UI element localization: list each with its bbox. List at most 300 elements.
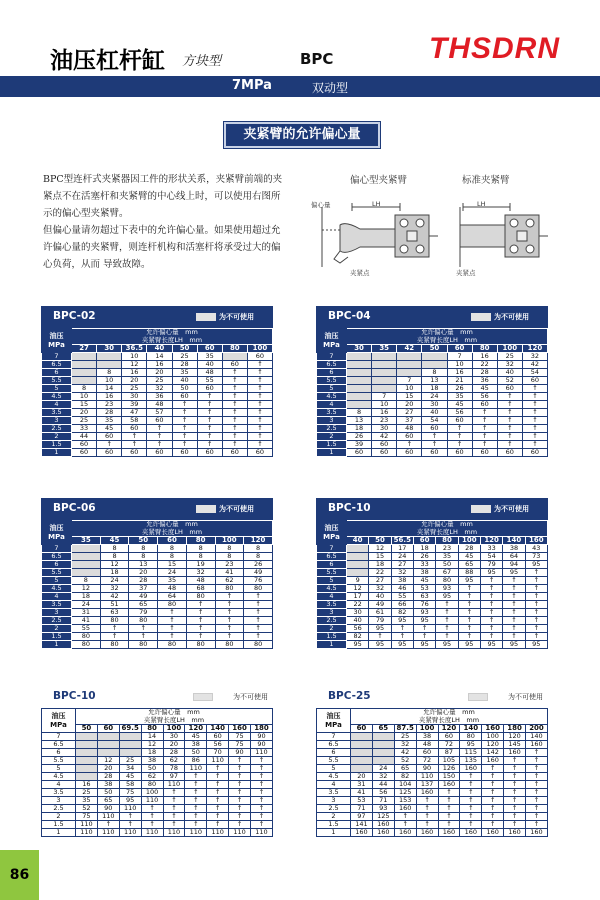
pressure-cell: 4.5 — [42, 393, 72, 401]
arm-length-col: 120 — [185, 725, 207, 733]
ecc-cell: ↑ — [207, 781, 229, 789]
ecc-header: 允许偏心量 mm — [347, 329, 548, 337]
arm-length-col: 30 — [347, 345, 372, 353]
ecc-cell: 52 — [76, 805, 98, 813]
ecc-cell: 25 — [119, 757, 141, 765]
ecc-cell — [351, 749, 373, 757]
ecc-cell: ↑ — [397, 441, 422, 449]
ecc-cell: 160 — [482, 757, 504, 765]
ecc-cell: ↑ — [119, 813, 141, 821]
ecc-cell: ↑ — [244, 617, 273, 625]
ecc-cell: ↑ — [186, 633, 215, 641]
ecc-cell: 8 — [72, 385, 97, 393]
pressure-cell: 1.5 — [317, 633, 347, 641]
ecc-cell: ↑ — [185, 821, 207, 829]
ecc-cell: ↑ — [247, 369, 272, 377]
clamp-point-label-right: 夹紧点 — [456, 269, 476, 277]
ecc-cell: 8 — [158, 553, 187, 561]
arm-length-col: 100 — [416, 725, 438, 733]
ecc-cell: 150 — [438, 773, 460, 781]
ecc-cell: ↑ — [247, 409, 272, 417]
ecc-cell — [372, 353, 397, 361]
ecc-cell: 95 — [458, 641, 480, 649]
ecc-cell: ↑ — [436, 633, 458, 641]
intro-paragraph: BPC型连杆式夹紧器因工件的形状关系，夹紧臂前端的夹紧点不在活塞杆和夹紧臂的中心线上时，可以使用右图所示的偏心型夹紧臂。 — [43, 174, 283, 219]
ecc-cell: 80 — [158, 601, 187, 609]
ecc-cell: ↑ — [147, 425, 172, 433]
ecc-cell: ↑ — [482, 805, 504, 813]
ecc-cell: 52 — [394, 757, 416, 765]
ecc-cell: 15 — [369, 553, 391, 561]
ecc-cell: 110 — [185, 829, 207, 837]
ecc-cell: ↑ — [458, 609, 480, 617]
ecc-cell: 60 — [472, 449, 497, 457]
len-header: 夹紧臂长度LH mm — [347, 337, 548, 345]
ecc-cell: 10 — [72, 393, 97, 401]
ecc-cell: 80 — [129, 617, 158, 625]
table-row — [42, 641, 273, 649]
ecc-cell: ↑ — [526, 749, 548, 757]
ecc-cell: 80 — [141, 781, 163, 789]
pressure-header: 油压 MPa — [42, 329, 72, 353]
model-code: BPC — [300, 50, 334, 68]
ecc-cell: ↑ — [436, 601, 458, 609]
ecc-cell: ↑ — [422, 433, 447, 441]
ecc-cell: 125 — [394, 789, 416, 797]
ecc-cell: ↑ — [503, 609, 525, 617]
len-header: 夹紧臂长度LH mm — [72, 529, 273, 537]
ecc-cell: 72 — [416, 757, 438, 765]
ecc-cell: 95 — [525, 641, 547, 649]
ecc-cell: 95 — [119, 797, 141, 805]
ecc-cell: 80 — [158, 641, 187, 649]
pressure-cell: 5 — [42, 765, 76, 773]
ecc-cell: 110 — [251, 749, 273, 757]
ecc-cell: 25 — [147, 377, 172, 385]
ecc-cell: 88 — [458, 569, 480, 577]
ecc-cell: 50 — [141, 765, 163, 773]
ecc-cell: 55 — [391, 593, 413, 601]
ecc-cell: 28 — [472, 369, 497, 377]
table-header — [316, 686, 548, 708]
legend-text: 为不可使用 — [219, 505, 254, 513]
ecc-cell: 25 — [122, 385, 147, 393]
ecc-cell: 95 — [503, 569, 525, 577]
ecc-cell: ↑ — [229, 789, 251, 797]
ecc-cell: 38 — [416, 733, 438, 741]
ecc-cell: ↑ — [438, 813, 460, 821]
ecc-cell: ↑ — [525, 609, 547, 617]
ecc-cell: 60 — [397, 433, 422, 441]
ecc-cell: ↑ — [503, 625, 525, 633]
ecc-cell: 8 — [158, 545, 187, 553]
ecc-cell: 110 — [416, 773, 438, 781]
ecc-cell: 90 — [251, 733, 273, 741]
ecc-cell: 120 — [482, 741, 504, 749]
ecc-cell: 45 — [458, 553, 480, 561]
ecc-cell — [351, 733, 373, 741]
arm-length-col: 120 — [244, 537, 273, 545]
ecc-cell: ↑ — [185, 789, 207, 797]
ecc-cell — [397, 361, 422, 369]
table-row — [42, 601, 273, 609]
ecc-cell: 8 — [100, 545, 129, 553]
pressure-cell: 3.5 — [42, 409, 72, 417]
ecc-cell: 71 — [372, 797, 394, 805]
ecc-cell: 90 — [251, 741, 273, 749]
arm-length-col: 50 — [369, 537, 391, 545]
ecc-cell — [76, 757, 98, 765]
ecc-cell: ↑ — [438, 805, 460, 813]
ecc-cell: ↑ — [526, 781, 548, 789]
ecc-cell: ↑ — [251, 789, 273, 797]
pressure-cell: 1 — [317, 829, 351, 837]
ecc-cell: 36 — [472, 377, 497, 385]
ecc-cell: 60 — [497, 385, 522, 393]
ecc-cell: ↑ — [526, 805, 548, 813]
ecc-cell: ↑ — [416, 813, 438, 821]
table-row — [42, 609, 273, 617]
ecc-cell: ↑ — [251, 765, 273, 773]
ecc-cell: 35 — [197, 353, 222, 361]
ecc-cell: 65 — [458, 561, 480, 569]
pressure-cell: 1 — [42, 829, 76, 837]
ecc-cell: ↑ — [522, 433, 547, 441]
ecc-cell — [351, 741, 373, 749]
ecc-cell: 79 — [129, 609, 158, 617]
ecc-cell: ↑ — [447, 433, 472, 441]
section-title: 夹紧臂的允许偏心量 — [224, 122, 380, 148]
ecc-cell: 8 — [129, 545, 158, 553]
arm-length-col: 45 — [100, 537, 129, 545]
ecc-cell: ↑ — [141, 821, 163, 829]
ecc-cell: ↑ — [525, 593, 547, 601]
ecc-cell: 16 — [372, 409, 397, 417]
ecc-cell: ↑ — [163, 813, 185, 821]
intro-paragraph: 但偏心量请勿超过下表中的允许偏心量。如果使用超过允许偏心量的夹紧臂，则连杆机构和活塞杆将承受过大的偏心负荷，从而 导致故障。 — [43, 225, 281, 270]
ecc-cell: 32 — [147, 385, 172, 393]
ecc-cell: 20 — [351, 773, 373, 781]
ecc-cell: 120 — [504, 733, 526, 741]
arm-length-col: 36.5 — [122, 345, 147, 353]
ecc-cell — [72, 545, 101, 553]
ecc-cell: ↑ — [458, 601, 480, 609]
ecc-cell: 86 — [185, 757, 207, 765]
ecc-cell: ↑ — [244, 601, 273, 609]
ecc-cell: 8 — [422, 369, 447, 377]
ecc-cell: 34 — [119, 765, 141, 773]
ecc-cell: ↑ — [482, 765, 504, 773]
ecc-cell: ↑ — [251, 813, 273, 821]
ecc-cell: 67 — [436, 569, 458, 577]
ecc-cell: ↑ — [172, 433, 197, 441]
pressure-cell: 3.5 — [317, 601, 347, 609]
pressure-cell: 5.5 — [42, 569, 72, 577]
ecc-cell: 60 — [522, 449, 547, 457]
ecc-cell: 23 — [97, 401, 122, 409]
ecc-cell: 50 — [97, 789, 119, 797]
pressure-cell: 5 — [42, 577, 72, 585]
ecc-cell: ↑ — [185, 813, 207, 821]
ecc-cell: ↑ — [458, 593, 480, 601]
ecc-header: 允许偏心量 mm — [72, 521, 273, 529]
ecc-cell: 110 — [97, 829, 119, 837]
pressure-cell: 6 — [317, 369, 347, 377]
ecc-cell: ↑ — [163, 821, 185, 829]
ecc-cell: 56 — [447, 409, 472, 417]
ecc-cell: ↑ — [244, 593, 273, 601]
table-header — [41, 306, 273, 328]
ecc-cell: 160 — [460, 829, 482, 837]
ecc-cell: 39 — [347, 441, 372, 449]
ecc-cell: 56 — [347, 625, 369, 633]
ecc-cell: ↑ — [503, 617, 525, 625]
pressure-cell: 2.5 — [42, 805, 76, 813]
ecc-cell: ↑ — [504, 805, 526, 813]
ecc-cell: 153 — [394, 797, 416, 805]
ecc-cell: 90 — [97, 805, 119, 813]
ecc-cell: ↑ — [207, 765, 229, 773]
table-bpc-02 — [41, 306, 273, 457]
ecc-cell: ↑ — [460, 813, 482, 821]
ecc-cell: 33 — [413, 561, 435, 569]
pressure-cell: 3 — [317, 609, 347, 617]
ecc-cell: 50 — [185, 749, 207, 757]
ecc-cell: 104 — [394, 781, 416, 789]
ecc-cell — [347, 393, 372, 401]
table-header — [316, 498, 548, 520]
pressure-cell: 5.5 — [317, 569, 347, 577]
ecc-cell: ↑ — [497, 409, 522, 417]
arm-length-col: 40 — [347, 537, 369, 545]
pressure-cell: 4 — [42, 593, 72, 601]
ecc-cell: 42 — [394, 749, 416, 757]
ecc-cell: 73 — [525, 553, 547, 561]
arm-length-col: 160 — [525, 537, 547, 545]
ecc-cell — [119, 741, 141, 749]
table-header — [316, 306, 548, 328]
ecc-cell: 24 — [372, 765, 394, 773]
page-subtitle: 方块型 — [182, 54, 222, 69]
pressure-cell: 6 — [42, 561, 72, 569]
pressure-cell: 5 — [317, 385, 347, 393]
ecc-cell: ↑ — [185, 797, 207, 805]
ecc-cell: 62 — [163, 757, 185, 765]
ecc-cell: ↑ — [244, 633, 273, 641]
ecc-cell — [97, 733, 119, 741]
ecc-cell: 27 — [369, 577, 391, 585]
ecc-cell: 14 — [141, 733, 163, 741]
ecc-cell: ↑ — [369, 633, 391, 641]
arm-length-col: 80 — [141, 725, 163, 733]
pressure-cell: 4.5 — [42, 585, 72, 593]
ecc-cell: 60 — [72, 449, 97, 457]
pressure-cell: 7 — [42, 733, 76, 741]
pressure-cell: 4 — [42, 781, 76, 789]
table-title: BPC-04 — [328, 310, 371, 322]
ecc-cell: 95 — [391, 617, 413, 625]
ecc-cell: 44 — [72, 433, 97, 441]
ecc-cell: 82 — [391, 609, 413, 617]
ecc-cell: 60 — [122, 425, 147, 433]
pressure-cell: 5 — [317, 577, 347, 585]
pressure-header: 油压 MPa — [317, 329, 347, 353]
ecc-cell: 60 — [372, 449, 397, 457]
ecc-cell: 45 — [447, 401, 472, 409]
arm-length-col: 69.5 — [119, 725, 141, 733]
ecc-cell: ↑ — [158, 625, 187, 633]
ecc-cell: 23 — [372, 417, 397, 425]
ecc-cell: 12 — [72, 585, 101, 593]
pressure-cell: 3.5 — [42, 601, 72, 609]
table-title: BPC-25 — [328, 690, 371, 702]
ecc-cell: 58 — [119, 781, 141, 789]
ecc-cell: 16 — [122, 369, 147, 377]
ecc-cell: 35 — [158, 577, 187, 585]
ecc-cell: 90 — [416, 765, 438, 773]
offset-label: 偏心量 — [311, 201, 331, 209]
ecc-cell: ↑ — [526, 773, 548, 781]
ecc-cell: 16 — [447, 369, 472, 377]
ecc-cell: 49 — [244, 569, 273, 577]
ecc-cell: 18 — [100, 569, 129, 577]
pressure-cell: 3 — [42, 417, 72, 425]
ecc-cell: 110 — [207, 757, 229, 765]
ecc-cell: 30 — [372, 425, 397, 433]
ecc-cell: 60 — [497, 449, 522, 457]
ecc-cell: 16 — [147, 361, 172, 369]
ecc-cell: 32 — [186, 569, 215, 577]
arm-length-col: 35 — [72, 537, 101, 545]
ecc-cell: 51 — [100, 601, 129, 609]
ecc-cell: 47 — [122, 409, 147, 417]
ecc-cell: 60 — [447, 449, 472, 457]
eccentric-arm-label: 偏心型夹紧臂 — [350, 175, 408, 186]
pressure-header: 油压 MPa — [317, 709, 351, 733]
table-row — [42, 633, 273, 641]
ecc-cell: 58 — [122, 417, 147, 425]
arm-length-col: 80 — [186, 537, 215, 545]
legend-swatch — [471, 505, 491, 513]
ecc-cell: ↑ — [416, 821, 438, 829]
ecc-cell: 66 — [391, 601, 413, 609]
table-title: BPC-10 — [53, 690, 96, 702]
ecc-cell: 93 — [413, 609, 435, 617]
ecc-cell: ↑ — [229, 757, 251, 765]
ecc-cell: 79 — [480, 561, 502, 569]
pressure-cell: 1.5 — [42, 633, 72, 641]
ecc-cell: 110 — [119, 805, 141, 813]
ecc-cell: ↑ — [158, 633, 187, 641]
ecc-cell: ↑ — [247, 401, 272, 409]
ecc-cell: ↑ — [251, 773, 273, 781]
ecc-cell: 60 — [422, 425, 447, 433]
ecc-cell: ↑ — [215, 617, 244, 625]
ecc-cell: ↑ — [525, 625, 547, 633]
ecc-cell: 30 — [122, 393, 147, 401]
table-row — [42, 617, 273, 625]
ecc-cell: 60 — [247, 449, 272, 457]
ecc-cell: ↑ — [207, 805, 229, 813]
arm-length-col: 180 — [251, 725, 273, 733]
ecc-cell: 13 — [129, 561, 158, 569]
eccentricity-table — [316, 520, 548, 649]
ecc-cell: 17 — [347, 593, 369, 601]
ecc-cell: ↑ — [158, 617, 187, 625]
ecc-cell: 19 — [186, 561, 215, 569]
pressure-cell: 4 — [317, 401, 347, 409]
ecc-cell: ↑ — [525, 577, 547, 585]
ecc-cell: 80 — [100, 617, 129, 625]
ecc-cell: 35 — [172, 369, 197, 377]
ecc-cell: 8 — [215, 553, 244, 561]
ecc-cell: ↑ — [526, 765, 548, 773]
arm-length-col: 40 — [147, 345, 172, 353]
ecc-cell: ↑ — [480, 617, 502, 625]
ecc-cell: ↑ — [207, 797, 229, 805]
ecc-cell: ↑ — [163, 797, 185, 805]
ecc-cell: 140 — [526, 733, 548, 741]
ecc-cell: 26 — [244, 561, 273, 569]
pressure-cell: 6.5 — [42, 553, 72, 561]
ecc-cell: 160 — [438, 781, 460, 789]
ecc-cell: 10 — [122, 353, 147, 361]
ecc-cell: 63 — [100, 609, 129, 617]
ecc-cell: 75 — [76, 813, 98, 821]
ecc-cell — [347, 377, 372, 385]
arm-length-col: 60 — [351, 725, 373, 733]
ecc-cell: 60 — [416, 749, 438, 757]
ecc-cell: 49 — [369, 601, 391, 609]
ecc-cell: 56 — [372, 789, 394, 797]
ecc-cell: ↑ — [482, 773, 504, 781]
ecc-cell: 32 — [100, 585, 129, 593]
ecc-cell: 38 — [97, 781, 119, 789]
ecc-cell — [72, 561, 101, 569]
ecc-cell: ↑ — [416, 805, 438, 813]
ecc-cell: ↑ — [251, 757, 273, 765]
arm-length-col: 87.5 — [394, 725, 416, 733]
ecc-cell: ↑ — [504, 797, 526, 805]
pressure-cell: 2 — [42, 433, 72, 441]
ecc-cell: 60 — [147, 417, 172, 425]
arm-length-col: 200 — [526, 725, 548, 733]
pressure-cell: 6.5 — [317, 361, 347, 369]
pressure-cell: 1.5 — [317, 441, 347, 449]
ecc-cell — [72, 361, 97, 369]
ecc-cell: 110 — [141, 829, 163, 837]
ecc-cell: ↑ — [480, 633, 502, 641]
ecc-cell: 25 — [72, 417, 97, 425]
ecc-cell: ↑ — [436, 609, 458, 617]
ecc-cell: 110 — [119, 829, 141, 837]
ecc-cell: 31 — [351, 781, 373, 789]
ecc-cell: ↑ — [503, 601, 525, 609]
ecc-cell: ↑ — [391, 633, 413, 641]
ecc-cell: 54 — [522, 369, 547, 377]
ecc-cell: ↑ — [197, 441, 222, 449]
ecc-cell: 60 — [197, 449, 222, 457]
ecc-cell: ↑ — [207, 773, 229, 781]
eccentricity-table — [41, 708, 273, 837]
ecc-cell: 24 — [422, 393, 447, 401]
ecc-cell: ↑ — [207, 789, 229, 797]
ecc-cell: 79 — [369, 617, 391, 625]
ecc-cell: 24 — [100, 577, 129, 585]
arm-length-col: 100 — [497, 345, 522, 353]
ecc-cell: 37 — [129, 585, 158, 593]
ecc-cell: 8 — [97, 369, 122, 377]
